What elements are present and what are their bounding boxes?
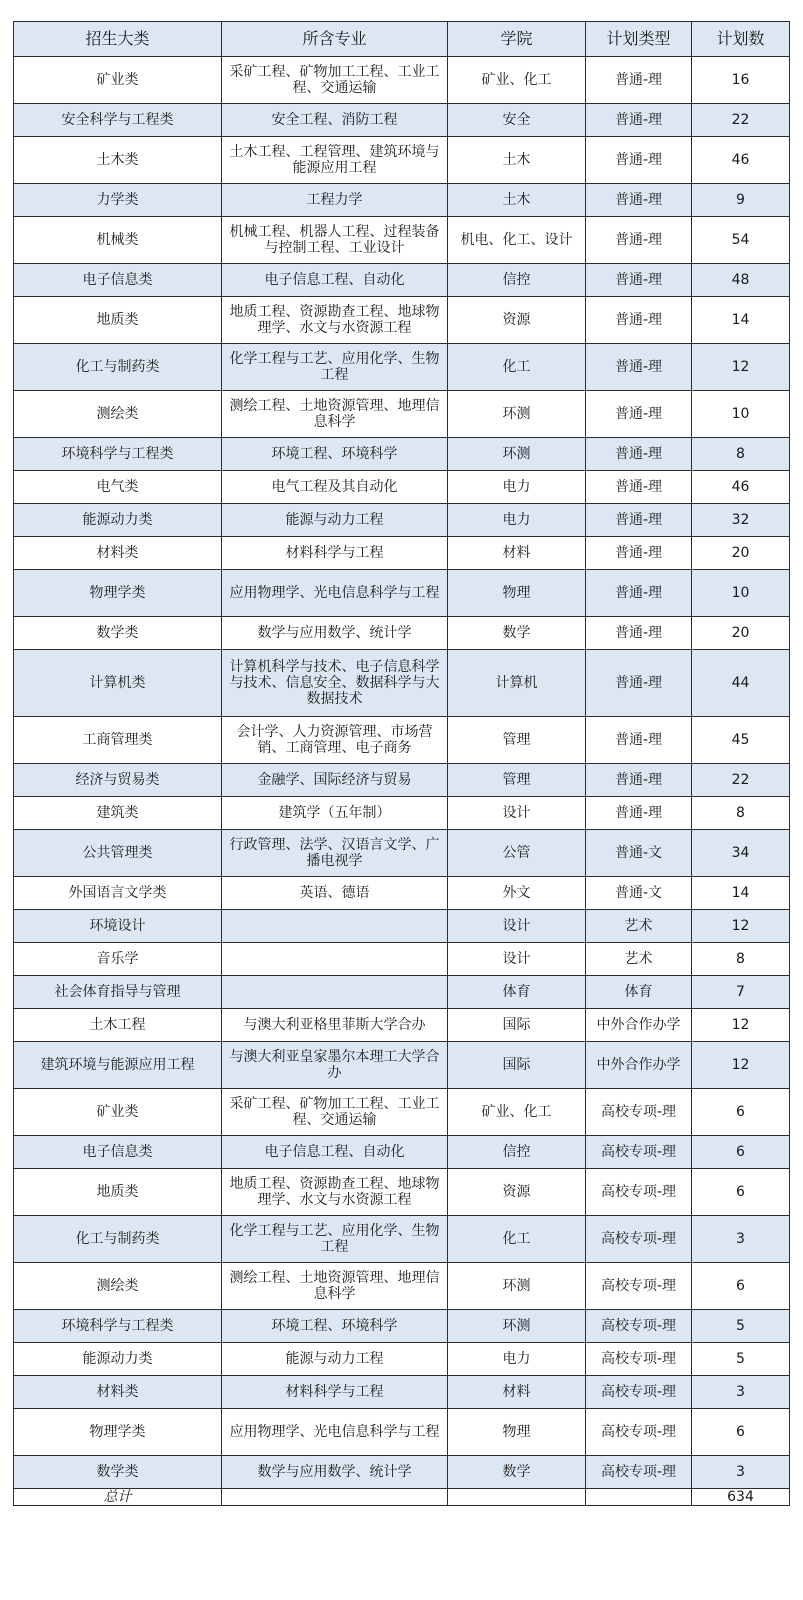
college-cell: 物理 — [448, 1409, 586, 1456]
category-cell: 材料类 — [14, 1376, 222, 1409]
enrollment-plan-table — [13, 21, 790, 1506]
table-row — [14, 57, 790, 104]
majors-cell: 电子信息工程、自动化 — [222, 264, 448, 297]
college-cell: 资源 — [448, 297, 586, 344]
plan-type-cell: 艺术 — [586, 943, 692, 976]
table-row — [14, 1376, 790, 1409]
table-row — [14, 1042, 790, 1089]
majors-cell: 环境工程、环境科学 — [222, 438, 448, 471]
header-majors: 所含专业 — [222, 22, 448, 57]
college-cell: 数学 — [448, 1456, 586, 1489]
category-cell: 外国语言文学类 — [14, 877, 222, 910]
college-cell: 环测 — [448, 438, 586, 471]
majors-cell: 数学与应用数学、统计学 — [222, 1456, 448, 1489]
table-row — [14, 943, 790, 976]
plan-type-cell: 高校专项-理 — [586, 1310, 692, 1343]
category-cell: 矿业类 — [14, 57, 222, 104]
table-row — [14, 1456, 790, 1489]
category-cell: 计算机类 — [14, 650, 222, 717]
table-row — [14, 764, 790, 797]
category-cell: 数学类 — [14, 617, 222, 650]
total-label: 总计 — [14, 1489, 222, 1506]
table-row — [14, 1009, 790, 1042]
majors-cell: 采矿工程、矿物加工工程、工业工程、交通运输 — [222, 1089, 448, 1136]
plan-count-cell: 32 — [692, 504, 790, 537]
category-cell: 矿业类 — [14, 1089, 222, 1136]
category-cell: 地质类 — [14, 297, 222, 344]
majors-cell: 能源与动力工程 — [222, 1343, 448, 1376]
plan-count-cell: 10 — [692, 391, 790, 438]
table-row — [14, 438, 790, 471]
header-category: 招生大类 — [14, 22, 222, 57]
plan-type-cell: 普通-文 — [586, 830, 692, 877]
plan-type-cell: 普通-理 — [586, 344, 692, 391]
category-cell: 化工与制药类 — [14, 344, 222, 391]
college-cell: 电力 — [448, 471, 586, 504]
plan-count-cell: 6 — [692, 1263, 790, 1310]
college-cell: 物理 — [448, 570, 586, 617]
college-cell: 矿业、化工 — [448, 1089, 586, 1136]
majors-cell: 行政管理、法学、汉语言文学、广播电视学 — [222, 830, 448, 877]
category-cell: 化工与制药类 — [14, 1216, 222, 1263]
total-row — [14, 1489, 790, 1506]
plan-count-cell: 44 — [692, 650, 790, 717]
plan-type-cell: 高校专项-理 — [586, 1263, 692, 1310]
table-row — [14, 617, 790, 650]
category-cell: 电子信息类 — [14, 1136, 222, 1169]
category-cell: 机械类 — [14, 217, 222, 264]
category-cell: 物理学类 — [14, 570, 222, 617]
plan-count-cell: 46 — [692, 137, 790, 184]
table-row — [14, 797, 790, 830]
college-cell: 材料 — [448, 1376, 586, 1409]
enrollment-plan-table-container — [13, 21, 789, 1506]
majors-cell — [222, 943, 448, 976]
category-cell: 环境科学与工程类 — [14, 1310, 222, 1343]
college-cell: 设计 — [448, 797, 586, 830]
category-cell: 能源动力类 — [14, 1343, 222, 1376]
plan-type-cell: 高校专项-理 — [586, 1216, 692, 1263]
total-empty-plan-type — [586, 1489, 692, 1506]
majors-cell: 材料科学与工程 — [222, 1376, 448, 1409]
college-cell: 材料 — [448, 537, 586, 570]
college-cell: 计算机 — [448, 650, 586, 717]
plan-count-cell: 3 — [692, 1216, 790, 1263]
table-row — [14, 1169, 790, 1216]
plan-count-cell: 12 — [692, 910, 790, 943]
college-cell: 国际 — [448, 1042, 586, 1089]
majors-cell — [222, 910, 448, 943]
plan-count-cell: 14 — [692, 297, 790, 344]
table-row — [14, 1263, 790, 1310]
majors-cell: 英语、德语 — [222, 877, 448, 910]
table-row — [14, 570, 790, 617]
majors-cell: 测绘工程、土地资源管理、地理信息科学 — [222, 1263, 448, 1310]
plan-count-cell: 6 — [692, 1409, 790, 1456]
college-cell: 环测 — [448, 391, 586, 438]
table-row — [14, 137, 790, 184]
table-row — [14, 217, 790, 264]
majors-cell: 测绘工程、土地资源管理、地理信息科学 — [222, 391, 448, 438]
table-body — [14, 57, 790, 1489]
category-cell: 力学类 — [14, 184, 222, 217]
plan-type-cell: 普通-理 — [586, 264, 692, 297]
table-row — [14, 504, 790, 537]
majors-cell: 应用物理学、光电信息科学与工程 — [222, 570, 448, 617]
total-count: 634 — [692, 1489, 790, 1506]
plan-type-cell: 高校专项-理 — [586, 1376, 692, 1409]
majors-cell — [222, 976, 448, 1009]
plan-type-cell: 普通-文 — [586, 877, 692, 910]
table-row — [14, 877, 790, 910]
college-cell: 机电、化工、设计 — [448, 217, 586, 264]
majors-cell: 化学工程与工艺、应用化学、生物工程 — [222, 1216, 448, 1263]
plan-type-cell: 普通-理 — [586, 764, 692, 797]
table-row — [14, 1310, 790, 1343]
category-cell: 土木工程 — [14, 1009, 222, 1042]
majors-cell: 采矿工程、矿物加工工程、工业工程、交通运输 — [222, 57, 448, 104]
table-row — [14, 391, 790, 438]
category-cell: 建筑环境与能源应用工程 — [14, 1042, 222, 1089]
table-row — [14, 297, 790, 344]
plan-type-cell: 普通-理 — [586, 471, 692, 504]
table-row — [14, 650, 790, 717]
college-cell: 体育 — [448, 976, 586, 1009]
plan-count-cell: 6 — [692, 1169, 790, 1216]
table-row — [14, 717, 790, 764]
plan-count-cell: 3 — [692, 1456, 790, 1489]
table-row — [14, 1216, 790, 1263]
plan-type-cell: 高校专项-理 — [586, 1343, 692, 1376]
header-college: 学院 — [448, 22, 586, 57]
plan-count-cell: 8 — [692, 943, 790, 976]
plan-count-cell: 7 — [692, 976, 790, 1009]
plan-type-cell: 中外合作办学 — [586, 1009, 692, 1042]
plan-type-cell: 高校专项-理 — [586, 1089, 692, 1136]
college-cell: 数学 — [448, 617, 586, 650]
category-cell: 安全科学与工程类 — [14, 104, 222, 137]
table-row — [14, 104, 790, 137]
plan-count-cell: 54 — [692, 217, 790, 264]
plan-count-cell: 48 — [692, 264, 790, 297]
plan-type-cell: 普通-理 — [586, 217, 692, 264]
plan-type-cell: 高校专项-理 — [586, 1169, 692, 1216]
plan-type-cell: 艺术 — [586, 910, 692, 943]
majors-cell: 金融学、国际经济与贸易 — [222, 764, 448, 797]
college-cell: 环测 — [448, 1263, 586, 1310]
plan-type-cell: 普通-理 — [586, 617, 692, 650]
college-cell: 设计 — [448, 943, 586, 976]
category-cell: 物理学类 — [14, 1409, 222, 1456]
header-plan-type: 计划类型 — [586, 22, 692, 57]
college-cell: 管理 — [448, 717, 586, 764]
plan-type-cell: 高校专项-理 — [586, 1136, 692, 1169]
category-cell: 建筑类 — [14, 797, 222, 830]
plan-type-cell: 高校专项-理 — [586, 1456, 692, 1489]
college-cell: 管理 — [448, 764, 586, 797]
majors-cell: 环境工程、环境科学 — [222, 1310, 448, 1343]
plan-count-cell: 6 — [692, 1136, 790, 1169]
plan-count-cell: 8 — [692, 438, 790, 471]
plan-count-cell: 9 — [692, 184, 790, 217]
plan-count-cell: 8 — [692, 797, 790, 830]
table-row — [14, 184, 790, 217]
plan-type-cell: 普通-理 — [586, 297, 692, 344]
majors-cell: 应用物理学、光电信息科学与工程 — [222, 1409, 448, 1456]
plan-type-cell: 体育 — [586, 976, 692, 1009]
majors-cell: 与澳大利亚格里菲斯大学合办 — [222, 1009, 448, 1042]
total-empty-majors — [222, 1489, 448, 1506]
plan-count-cell: 22 — [692, 104, 790, 137]
category-cell: 社会体育指导与管理 — [14, 976, 222, 1009]
college-cell: 化工 — [448, 344, 586, 391]
table-row — [14, 264, 790, 297]
table-row — [14, 344, 790, 391]
table-row — [14, 910, 790, 943]
plan-count-cell: 20 — [692, 537, 790, 570]
majors-cell: 工程力学 — [222, 184, 448, 217]
college-cell: 公管 — [448, 830, 586, 877]
category-cell: 土木类 — [14, 137, 222, 184]
category-cell: 经济与贸易类 — [14, 764, 222, 797]
total-empty-college — [448, 1489, 586, 1506]
table-header-row — [14, 22, 790, 57]
majors-cell: 数学与应用数学、统计学 — [222, 617, 448, 650]
plan-count-cell: 34 — [692, 830, 790, 877]
plan-type-cell: 中外合作办学 — [586, 1042, 692, 1089]
category-cell: 环境设计 — [14, 910, 222, 943]
plan-type-cell: 普通-理 — [586, 717, 692, 764]
category-cell: 公共管理类 — [14, 830, 222, 877]
table-row — [14, 1136, 790, 1169]
category-cell: 材料类 — [14, 537, 222, 570]
plan-count-cell: 22 — [692, 764, 790, 797]
category-cell: 工商管理类 — [14, 717, 222, 764]
majors-cell: 土木工程、工程管理、建筑环境与能源应用工程 — [222, 137, 448, 184]
majors-cell: 化学工程与工艺、应用化学、生物工程 — [222, 344, 448, 391]
category-cell: 电气类 — [14, 471, 222, 504]
majors-cell: 电子信息工程、自动化 — [222, 1136, 448, 1169]
plan-count-cell: 12 — [692, 344, 790, 391]
table-row — [14, 537, 790, 570]
plan-count-cell: 12 — [692, 1009, 790, 1042]
plan-count-cell: 5 — [692, 1310, 790, 1343]
plan-type-cell: 普通-理 — [586, 137, 692, 184]
plan-count-cell: 5 — [692, 1343, 790, 1376]
plan-count-cell: 20 — [692, 617, 790, 650]
plan-type-cell: 普通-理 — [586, 797, 692, 830]
category-cell: 地质类 — [14, 1169, 222, 1216]
category-cell: 环境科学与工程类 — [14, 438, 222, 471]
table-row — [14, 976, 790, 1009]
header-plan-count: 计划数 — [692, 22, 790, 57]
plan-count-cell: 16 — [692, 57, 790, 104]
table-row — [14, 830, 790, 877]
majors-cell: 与澳大利亚皇家墨尔本理工大学合办 — [222, 1042, 448, 1089]
plan-count-cell: 45 — [692, 717, 790, 764]
majors-cell: 电气工程及其自动化 — [222, 471, 448, 504]
college-cell: 安全 — [448, 104, 586, 137]
college-cell: 外文 — [448, 877, 586, 910]
category-cell: 能源动力类 — [14, 504, 222, 537]
college-cell: 化工 — [448, 1216, 586, 1263]
plan-type-cell: 普通-理 — [586, 570, 692, 617]
college-cell: 环测 — [448, 1310, 586, 1343]
plan-count-cell: 14 — [692, 877, 790, 910]
plan-count-cell: 46 — [692, 471, 790, 504]
majors-cell: 会计学、人力资源管理、市场营销、工商管理、电子商务 — [222, 717, 448, 764]
majors-cell: 地质工程、资源勘查工程、地球物理学、水文与水资源工程 — [222, 297, 448, 344]
plan-count-cell: 6 — [692, 1089, 790, 1136]
plan-type-cell: 普通-理 — [586, 504, 692, 537]
majors-cell: 建筑学（五年制） — [222, 797, 448, 830]
majors-cell: 地质工程、资源勘查工程、地球物理学、水文与水资源工程 — [222, 1169, 448, 1216]
plan-type-cell: 普通-理 — [586, 537, 692, 570]
table-row — [14, 471, 790, 504]
plan-type-cell: 普通-理 — [586, 438, 692, 471]
college-cell: 国际 — [448, 1009, 586, 1042]
majors-cell: 能源与动力工程 — [222, 504, 448, 537]
college-cell: 信控 — [448, 1136, 586, 1169]
college-cell: 设计 — [448, 910, 586, 943]
college-cell: 矿业、化工 — [448, 57, 586, 104]
category-cell: 音乐学 — [14, 943, 222, 976]
plan-type-cell: 普通-理 — [586, 57, 692, 104]
majors-cell: 安全工程、消防工程 — [222, 104, 448, 137]
majors-cell: 计算机科学与技术、电子信息科学与技术、信息安全、数据科学与大数据技术 — [222, 650, 448, 717]
majors-cell: 机械工程、机器人工程、过程装备与控制工程、工业设计 — [222, 217, 448, 264]
college-cell: 信控 — [448, 264, 586, 297]
college-cell: 资源 — [448, 1169, 586, 1216]
category-cell: 测绘类 — [14, 391, 222, 438]
plan-type-cell: 普通-理 — [586, 104, 692, 137]
plan-type-cell: 普通-理 — [586, 184, 692, 217]
college-cell: 土木 — [448, 184, 586, 217]
plan-type-cell: 高校专项-理 — [586, 1409, 692, 1456]
table-row — [14, 1409, 790, 1456]
table-row — [14, 1089, 790, 1136]
plan-type-cell: 普通-理 — [586, 391, 692, 438]
category-cell: 数学类 — [14, 1456, 222, 1489]
college-cell: 土木 — [448, 137, 586, 184]
plan-count-cell: 12 — [692, 1042, 790, 1089]
category-cell: 电子信息类 — [14, 264, 222, 297]
plan-type-cell: 普通-理 — [586, 650, 692, 717]
majors-cell: 材料科学与工程 — [222, 537, 448, 570]
college-cell: 电力 — [448, 504, 586, 537]
category-cell: 测绘类 — [14, 1263, 222, 1310]
table-row — [14, 1343, 790, 1376]
plan-count-cell: 3 — [692, 1376, 790, 1409]
college-cell: 电力 — [448, 1343, 586, 1376]
plan-count-cell: 10 — [692, 570, 790, 617]
